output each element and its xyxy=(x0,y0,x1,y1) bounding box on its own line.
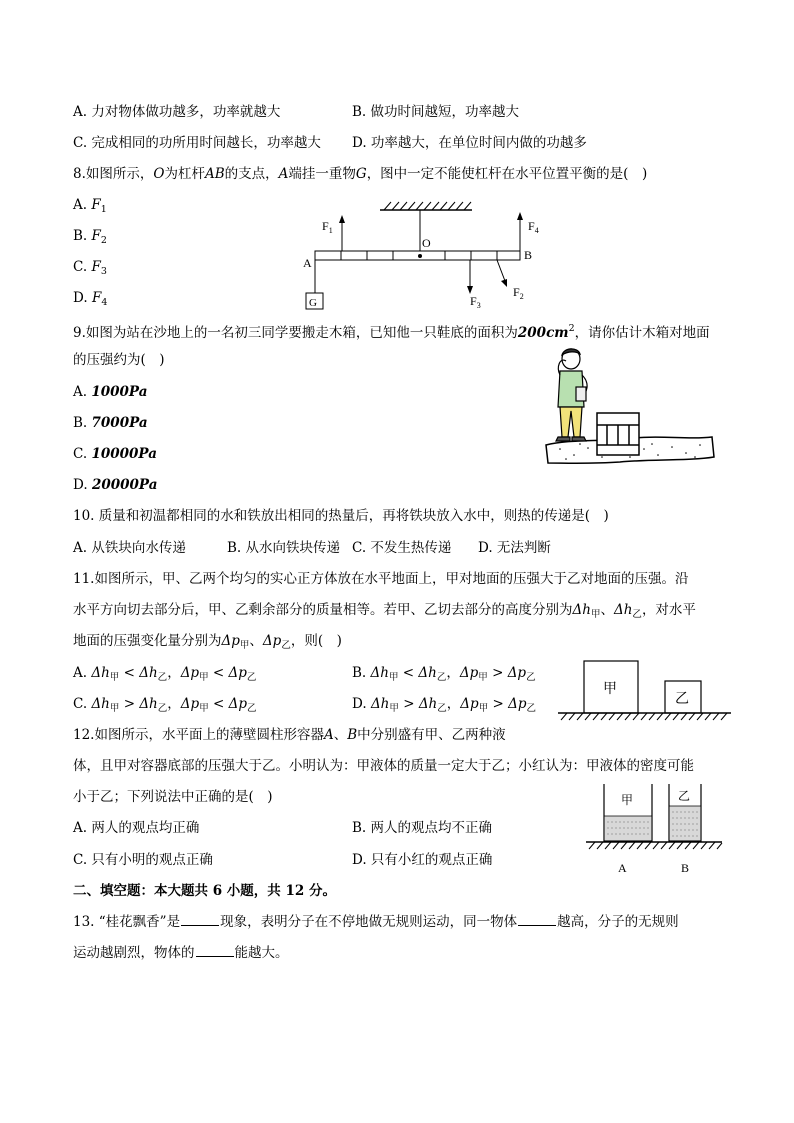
q12-option-d: D. 只有小红的观点正确 xyxy=(352,852,493,868)
wooden-box xyxy=(597,413,639,455)
q9-option-d: D. 20000Pa xyxy=(73,477,158,493)
label-o: O xyxy=(422,236,431,250)
force-f4-arrow xyxy=(517,212,523,251)
q12-option-b: B. 两人的观点均不正确 xyxy=(352,820,493,836)
label-f3: $F_3$ xyxy=(470,294,481,310)
q8-option-d: D. $F_4$ xyxy=(73,290,108,308)
label-f1: $F_1$ xyxy=(322,219,333,235)
q9-option-a: A. 1000Pa xyxy=(73,384,148,400)
label-a: A xyxy=(303,256,312,270)
q9-stem-line2: 的压强约为( ) xyxy=(73,352,165,368)
fulcrum-point xyxy=(418,254,422,258)
prev-option-d: D. 功率越大，在单位时间内做的功越多 xyxy=(352,135,587,151)
container-b-label: B xyxy=(681,861,690,875)
q13-line1: 13. “桂花飘香”是 现象，表明分子在不停地做无规则运动，同一物体 越高，分子的无规则 xyxy=(73,914,679,930)
label-f2: $F_2$ xyxy=(513,285,524,301)
student-box-figure xyxy=(540,345,720,470)
q11-stem-line2: 水平方向切去部分后，甲、乙剩余部分的质量相等。若甲、乙切去部分的高度分别为$\Delta h_甲$、$\Delta h_乙$，对水平 xyxy=(73,602,696,620)
q11-option-d: D. $\Delta h_甲 > \Delta h_乙$，$\Delta p_甲 > \Delta p_乙$ xyxy=(352,696,537,714)
ceiling xyxy=(380,202,472,210)
q13-blank-1[interactable] xyxy=(181,913,219,926)
force-f2-arrow xyxy=(497,260,507,287)
q12-option-a: A. 两人的观点均正确 xyxy=(73,820,200,836)
q9-option-b: B. 7000Pa xyxy=(73,415,148,431)
q13-blank-2[interactable] xyxy=(518,913,556,926)
lever-figure xyxy=(295,195,539,315)
q11-stem-line1: 11.如图所示，甲、乙两个均匀的实心正方体放在水平地面上，甲对地面的压强大于乙对地面的压强。沿 xyxy=(73,571,689,587)
q13-blank-3[interactable] xyxy=(196,944,234,957)
q12-option-c: C. 只有小明的观点正确 xyxy=(73,852,213,868)
q8-option-a: A. $F_1$ xyxy=(73,197,107,215)
table-surface xyxy=(586,842,722,849)
q9-option-c: C. 10000Pa xyxy=(73,446,157,462)
prev-option-a: A. 力对物体做功越多，功率就越大 xyxy=(73,104,281,120)
label-b: B xyxy=(524,248,533,262)
q10-stem: 10. 质量和初温都相同的水和铁放出相同的热量后，再将铁块放入水中，则热的传递是( ) xyxy=(73,508,609,524)
ground-hatch xyxy=(558,713,731,720)
q10-option-d: D. 无法判断 xyxy=(478,540,551,556)
q8-option-c: C. $F_3$ xyxy=(73,259,107,277)
label-g: G xyxy=(309,297,317,309)
cube-yi-label: 乙 xyxy=(675,692,689,707)
q11-stem-line3: 地面的压强变化量分别为$\Delta p_甲$、$\Delta p_乙$，则( ) xyxy=(73,633,342,651)
q10-option-c: C. 不发生热传递 xyxy=(352,540,452,556)
q11-option-a: A. $\Delta h_甲 < \Delta h_乙$，$\Delta p_甲 < \Delta p_乙$ xyxy=(73,665,257,683)
cube-jia-label: 甲 xyxy=(603,682,617,697)
prev-option-b: B. 做功时间越短，功率越大 xyxy=(352,104,520,120)
q13-line2: 运动越剧烈，物体的 能越大。 xyxy=(73,945,289,961)
container-b-liquid-label: 乙 xyxy=(678,789,691,803)
q10-option-b: B. 从水向铁块传递 xyxy=(227,540,341,556)
q11-option-c: C. $\Delta h_甲 > \Delta h_乙$，$\Delta p_甲 < \Delta p_乙$ xyxy=(73,696,257,714)
lever-bar xyxy=(315,251,520,260)
force-f1-arrow xyxy=(339,215,345,251)
section-2-heading: 二、填空题：本大题共 6 小题，共 12 分。 xyxy=(73,883,336,899)
q8-stem: 8.如图所示，O为杠杆AB的支点，A端挂一重物G，图中一定不能使杠杆在水平位置平衡的是( ) xyxy=(73,166,648,182)
q9-stem-line1: 9.如图为站在沙地上的一名初三同学要搬走木箱，已知他一只鞋底的面积为$200cm^2$，请你估计木箱对地面 xyxy=(73,323,710,341)
q10-option-a: A. 从铁块向水传递 xyxy=(73,540,186,556)
q11-option-b: B. $\Delta h_甲 < \Delta h_乙$，$\Delta p_甲 > \Delta p_乙$ xyxy=(352,665,536,683)
q12-stem-line1: 12.如图所示，水平面上的薄壁圆柱形容器A、B中分别盛有甲、乙两种液 xyxy=(73,727,506,743)
label-f4: $F_4$ xyxy=(528,219,539,235)
container-a-label: A xyxy=(618,861,627,875)
q12-stem-line2: 体，且甲对容器底部的压强大于乙。小明认为：甲液体的质量一定大于乙；小红认为：甲液体的密度可能 xyxy=(73,758,694,774)
q8-option-b: B. $F_2$ xyxy=(73,228,107,246)
prev-option-c: C. 完成相同的功所用时间越长，功率越大 xyxy=(73,135,321,151)
student xyxy=(556,349,587,441)
force-f3-arrow xyxy=(467,260,473,294)
q12-stem-line3: 小于乙；下列说法中正确的是( ) xyxy=(73,789,273,805)
container-a-liquid-label: 甲 xyxy=(621,793,634,807)
containers-figure xyxy=(580,780,730,880)
cubes-figure xyxy=(555,655,735,725)
